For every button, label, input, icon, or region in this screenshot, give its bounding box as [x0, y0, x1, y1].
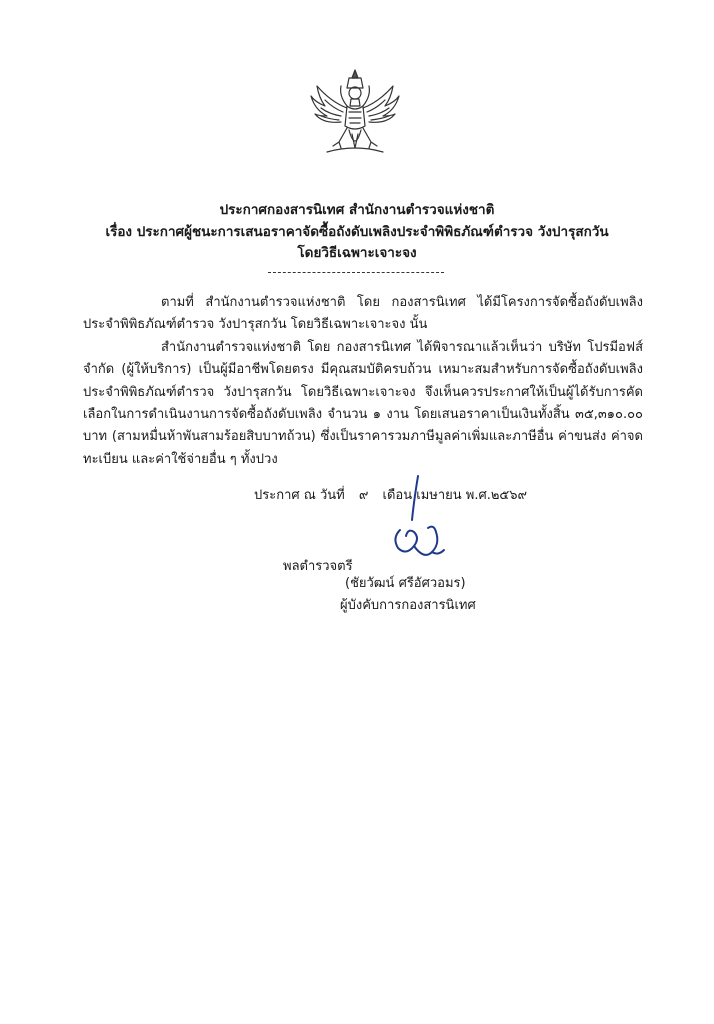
document-title	[60, 200, 654, 265]
title-line-2: เรื่อง ประกาศผู้ชนะการเสนอราคาจัดซื้อถังดับเพลิงประจำพิพิธภัณฑ์ตำรวจ วังปารุสกวัน	[105, 223, 609, 240]
title-line-1: ประกาศกองสารนิเทศ สำนักงานตำรวจแห่งชาติ	[219, 202, 495, 218]
announcement-prefix: ประกาศ ณ วันที่	[254, 488, 345, 503]
garuda-emblem-icon	[305, 66, 405, 158]
announcement-month-year: เดือน เมษายน พ.ศ.๒๕๖๙	[382, 488, 528, 503]
signatory-position: ผู้บังคับการกองสารนิเทศ	[340, 598, 476, 613]
title-divider	[268, 272, 444, 273]
paragraph-1: ตามที่ สำนักงานตำรวจแห่งชาติ โดย กองสารนิเทศ ได้มีโครงการจัดซื้อถังดับเพลิงประจำพิพิธภัณฑ์ตำรวจ วังปารุสกวัน โดยวิธีเฉพาะเจาะจง นั้น	[83, 295, 643, 333]
document-body	[83, 292, 643, 471]
handwritten-signature	[378, 470, 458, 570]
signatory-rank: พลตำรวจตรี	[283, 559, 353, 574]
signatory-name: (ชัยวัฒน์ ศรีอัศวอมร)	[345, 576, 466, 591]
title-line-3: โดยวิธีเฉพาะเจาะจง	[297, 245, 417, 261]
announcement-day: ๙	[358, 488, 369, 503]
paragraph-2: สำนักงานตำรวจแห่งชาติ โดย กองสารนิเทศ ได้พิจารณาแล้วเห็นว่า บริษัท โปรมีอฟส์ จำกัด (ผู้ให้บริการ) เป็นผู้มีอาชีพโดยตรง มีคุณสมบัติครบถ้วน เหมาะสมสำหรับการจัดซื้อถังดับเพลิงประจำพิพิธภัณฑ์ตำรวจ วังปารุสกวัน โดยวิธีเฉพาะเจาะจง จึงเห็นควรประกาศให้เป็นผู้ได้รับการคัดเลือกในการดำเนินงานการจัดซื้อถังดับเพลิง จำนวน ๑ งาน โดยเสนอราคาเป็นเงินทั้งสิ้น ๓๕,๓๑๐.๐๐ บาท (สามหมื่นห้าพันสามร้อยสิบบาทถ้วน) ซึ่งเป็นราคารวมภาษีมูลค่าเพิ่มและภาษีอื่น ค่าขนส่ง ค่าจดทะเบียน และค่าใช้จ่ายอื่น ๆ ทั้งปวง	[83, 339, 643, 467]
